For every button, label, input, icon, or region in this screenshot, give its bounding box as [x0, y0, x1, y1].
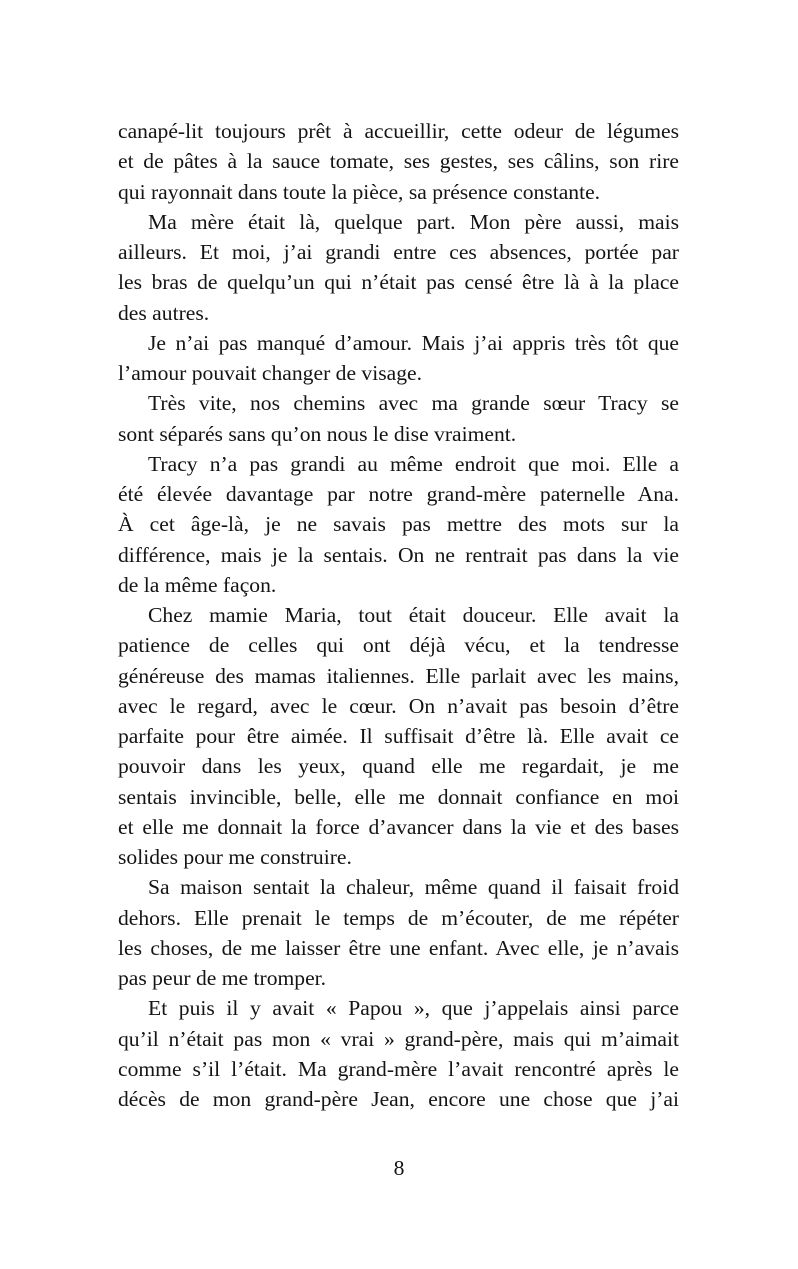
text-line: décès de mon grand-père Jean, encore une chose que j’ai: [118, 1087, 679, 1111]
text-line: et de pâtes à la sauce tomate, ses gestes, ses câlins, son rire: [118, 149, 679, 174]
page-number: 8: [393, 1156, 405, 1180]
text-line: sentais invincible, belle, elle me donnait confiance en moi: [118, 784, 679, 809]
text-line: de la même façon.: [118, 572, 277, 597]
text-line: dehors. Elle prenait le temps de m’écouter, de me répéter: [118, 905, 679, 930]
text-line: pouvoir dans les yeux, quand elle me regardait, je me: [118, 754, 679, 779]
text-line: été élevée davantage par notre grand-mère paternelle Ana.: [118, 482, 679, 506]
text-line: l’amour pouvait changer de visage.: [118, 361, 422, 385]
body-text: [118, 116, 679, 1114]
text-line: Ma mère était là, quelque part. Mon père aussi, mais: [148, 209, 679, 234]
text-line: Et puis il y avait « Papou », que j’appelais ainsi parce: [148, 996, 679, 1021]
text-line: Sa maison sentait la chaleur, même quand il faisait froid: [148, 875, 679, 900]
text-line: sont séparés sans qu’on nous le dise vraiment.: [118, 421, 517, 446]
text-line: ailleurs. Et moi, j’ai grandi entre ces absences, portée par: [118, 240, 679, 264]
text-line: les bras de quelqu’un qui n’était pas censé être là à la place: [118, 270, 679, 295]
text-line: comme s’il l’était. Ma grand-mère l’avait rencontré après le: [118, 1056, 679, 1081]
text-line: patience de celles qui ont déjà vécu, et la tendresse: [118, 633, 679, 658]
text-line: avec le regard, avec le cœur. On n’avait pas besoin d’être: [118, 693, 679, 718]
text-line: Je n’ai pas manqué d’amour. Mais j’ai appris très tôt que: [148, 330, 679, 355]
text-line: des autres.: [118, 300, 210, 325]
text-line: parfaite pour être aimée. Il suffisait d’être là. Elle avait ce: [118, 724, 679, 748]
text-line: solides pour me construire.: [118, 845, 352, 869]
text-line: qui rayonnait dans toute la pièce, sa présence constante.: [118, 179, 601, 204]
text-line: qu’il n’était pas mon « vrai » grand-père, mais qui m’aimait: [118, 1026, 679, 1051]
text-line: les choses, de me laisser être une enfant. Avec elle, je n’avais: [118, 935, 679, 960]
text-line: Tracy n’a pas grandi au même endroit que moi. Elle a: [148, 451, 679, 476]
text-line: différence, mais je la sentais. On ne rentrait pas dans la vie: [118, 542, 679, 567]
text-line: Très vite, nos chemins avec ma grande sœur Tracy se: [148, 391, 679, 416]
text-line: pas peur de me tromper.: [118, 966, 327, 990]
text-line: À cet âge-là, je ne savais pas mettre des mots sur la: [118, 512, 679, 537]
text-line: et elle me donnait la force d’avancer dans la vie et des bases: [118, 814, 679, 839]
text-line: Chez mamie Maria, tout était douceur. Elle avait la: [148, 603, 679, 627]
text-line: généreuse des mamas italiennes. Elle parlait avec les mains,: [118, 663, 679, 688]
text-line: canapé-lit toujours prêt à accueillir, cette odeur de légumes: [118, 119, 679, 143]
